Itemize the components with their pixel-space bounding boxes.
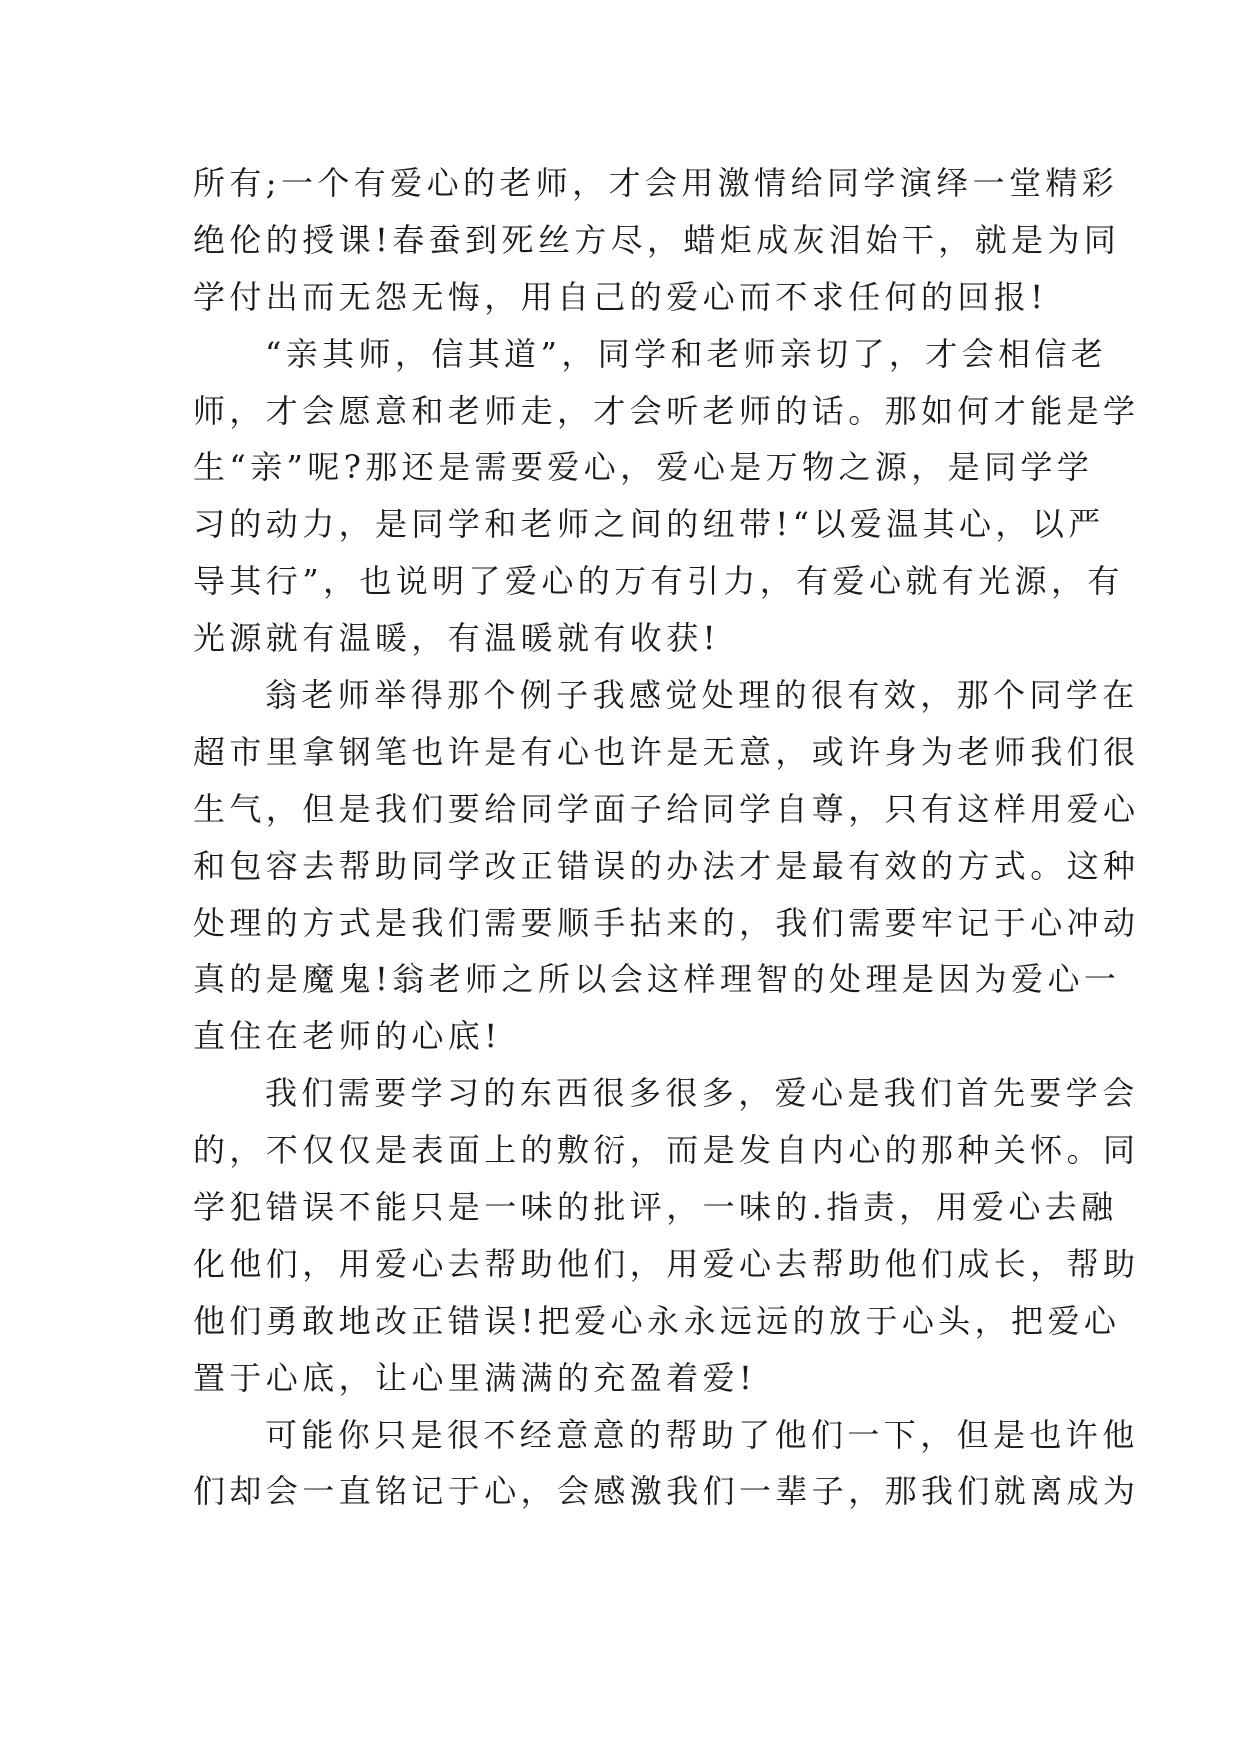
text-line: 处理的方式是我们需要顺手拈来的，我们需要牢记于心冲动: [193, 903, 1140, 942]
text-line: 置于心底，让心里满满的充盈着爱!: [193, 1358, 757, 1397]
text-line: 生“亲”呢?那还是需要爱心，爱心是万物之源，是同学学: [193, 448, 1094, 487]
text-line: 生气，但是我们要给同学面子给同学自尊，只有这样用爱心: [193, 789, 1140, 828]
text-line: 化他们，用爱心去帮助他们，用爱心去帮助他们成长，帮助: [193, 1244, 1140, 1283]
text-line: 学付出而无怨无悔，用自己的爱心而不求任何的回报!: [193, 277, 1048, 316]
text-line: 我们需要学习的东西很多很多，爱心是我们首先要学会: [265, 1074, 1139, 1113]
text-line: 们却会一直铭记于心，会感激我们一辈子，那我们就离成为: [193, 1472, 1140, 1511]
text-line: 真的是魔鬼!翁老师之所以会这样理智的处理是因为爱心一: [193, 960, 1121, 999]
text-line: 所有;一个有爱心的老师，才会用激情给同学演绎一堂精彩: [193, 164, 1119, 202]
text-line: 翁老师举得那个例子我感觉处理的很有效，那个同学在: [265, 676, 1139, 715]
text-line: 绝伦的授课!春蚕到死丝方尽，蜡炬成灰泪始干，就是为同: [193, 220, 1121, 259]
text-line: 师，才会愿意和老师走，才会听老师的话。那如何才能是学: [193, 391, 1140, 430]
body-text: [193, 155, 1140, 1520]
text-line: 直住在老师的心底!: [193, 1017, 502, 1056]
text-line: 他们勇敢地改正错误!把爱心永永远远的放于心头，把爱心: [193, 1301, 1121, 1340]
text-line: 光源就有温暖，有温暖就有收获!: [193, 619, 720, 658]
text-line: 可能你只是很不经意意的帮助了他们一下，但是也许他: [265, 1415, 1139, 1454]
text-line: 习的动力，是同学和老师之间的纽带!“以爱温其心，以严: [193, 505, 1105, 544]
text-line: 超市里拿钢笔也许是有心也许是无意，或许身为老师我们很: [193, 732, 1140, 771]
text-line: “亲其师，信其道”，同学和老师亲切了，才会相信老: [265, 334, 1108, 373]
text-line: 和包容去帮助同学改正错误的办法才是最有效的方式。这种: [193, 846, 1140, 885]
text-line: 导其行”，也说明了爱心的万有引力，有爱心就有光源，有: [193, 562, 1124, 601]
text-line: 学犯错误不能只是一味的批评，一味的.指责，用爱心去融: [193, 1188, 1118, 1227]
text-line: 的，不仅仅是表面上的敷衍，而是发自内心的那种关怀。同: [193, 1131, 1140, 1170]
